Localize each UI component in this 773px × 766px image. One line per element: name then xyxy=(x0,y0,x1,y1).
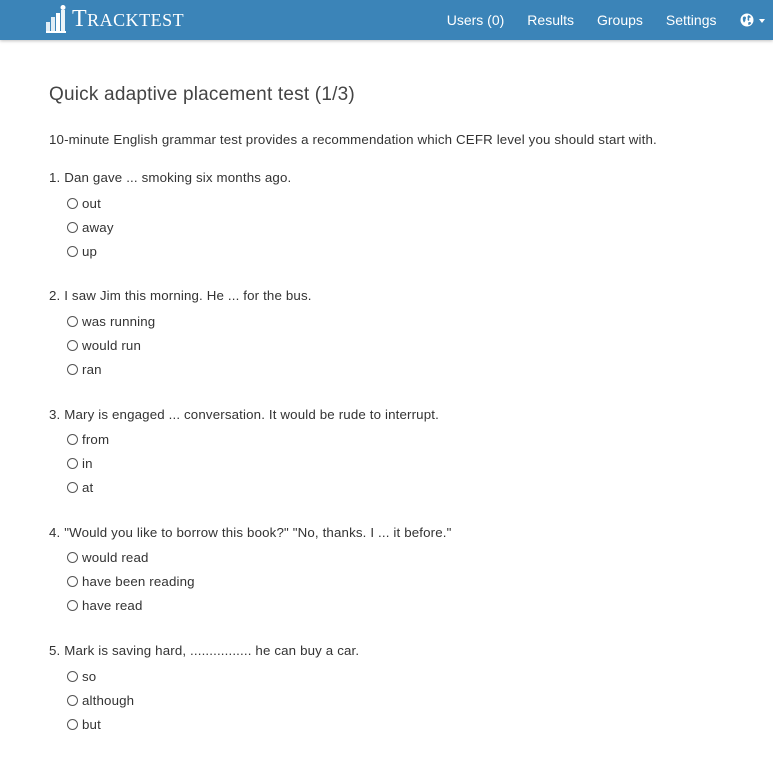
answer-label: was running xyxy=(82,313,156,329)
answer-label: would run xyxy=(82,337,142,353)
question-2 xyxy=(49,288,749,406)
answer-option[interactable] xyxy=(49,452,749,476)
answer-option[interactable] xyxy=(49,357,749,381)
question-text: 3. Mary is engaged ... conversation. It would be rude to interrupt. xyxy=(49,406,439,422)
radio-button[interactable] xyxy=(67,576,78,587)
page-title: Quick adaptive placement test (1/3) xyxy=(49,84,355,105)
answer-option[interactable] xyxy=(49,239,749,263)
answer-option[interactable] xyxy=(49,476,749,500)
question-text: 1. Dan gave ... smoking six months ago. xyxy=(49,170,292,185)
nav-groups-link[interactable]: Groups xyxy=(596,12,643,28)
radio-button[interactable] xyxy=(67,246,78,257)
answer-label: have read xyxy=(82,598,143,614)
top-navbar xyxy=(0,0,773,40)
answer-option[interactable] xyxy=(49,309,749,333)
answer-option[interactable] xyxy=(49,215,749,239)
radio-button[interactable] xyxy=(67,364,78,375)
question-text: 2. I saw Jim this morning. He ... for the bus. xyxy=(49,288,312,304)
radio-button[interactable] xyxy=(67,695,78,706)
answer-option[interactable] xyxy=(49,688,749,712)
answer-label: although xyxy=(82,692,135,708)
radio-button[interactable] xyxy=(67,198,78,209)
answer-option[interactable] xyxy=(49,712,749,736)
question-list xyxy=(49,170,749,761)
radio-button[interactable] xyxy=(67,458,78,469)
test-description: 10-minute English grammar test provides a recommendation which CEFR level you should start with. xyxy=(49,132,657,147)
question-3 xyxy=(49,407,749,525)
question-5 xyxy=(49,643,749,761)
tracktest-logo-icon xyxy=(46,5,68,33)
answer-option[interactable] xyxy=(49,546,749,570)
question-text: 4. "Would you like to borrow this book?" "No, thanks. I ... it before." xyxy=(49,524,452,540)
answer-label: at xyxy=(82,480,94,496)
radio-button[interactable] xyxy=(67,482,78,493)
brand-name-rest: RACKTEST xyxy=(87,10,185,30)
answer-label: from xyxy=(82,432,110,448)
nav-links xyxy=(435,0,773,40)
chevron-down-icon xyxy=(759,19,765,23)
answer-option[interactable] xyxy=(49,594,749,618)
answer-label: away xyxy=(82,219,114,235)
radio-button[interactable] xyxy=(67,434,78,445)
question-1 xyxy=(49,170,749,288)
answer-label: so xyxy=(82,668,97,684)
question-text: 5. Mark is saving hard, ................ he can buy a car. xyxy=(49,643,360,659)
answer-option[interactable] xyxy=(49,428,749,452)
radio-button[interactable] xyxy=(67,671,78,682)
answer-label: in xyxy=(82,456,93,472)
answer-label: up xyxy=(82,243,98,259)
radio-button[interactable] xyxy=(67,222,78,233)
answer-option[interactable] xyxy=(49,664,749,688)
language-dropdown[interactable] xyxy=(728,13,773,27)
answer-option[interactable] xyxy=(49,191,749,215)
radio-button[interactable] xyxy=(67,316,78,327)
nav-users-link[interactable]: Users (0) xyxy=(446,12,505,28)
answer-option[interactable] xyxy=(49,333,749,357)
radio-button[interactable] xyxy=(67,719,78,730)
globe-icon xyxy=(740,13,754,27)
brand-name xyxy=(72,7,184,31)
nav-settings-link[interactable]: Settings xyxy=(665,12,717,28)
question-4 xyxy=(49,525,749,643)
brand-home-link[interactable] xyxy=(46,4,184,34)
nav-results-link[interactable]: Results xyxy=(527,12,574,28)
answer-option[interactable] xyxy=(49,570,749,594)
answer-label: but xyxy=(82,716,101,732)
answer-label: would read xyxy=(82,550,149,566)
answer-label: ran xyxy=(82,361,102,377)
radio-button[interactable] xyxy=(67,600,78,611)
answer-label: out xyxy=(82,195,101,211)
answer-label: have been reading xyxy=(82,574,195,590)
radio-button[interactable] xyxy=(67,340,78,351)
radio-button[interactable] xyxy=(67,552,78,563)
brand-name-capital: T xyxy=(72,6,88,32)
